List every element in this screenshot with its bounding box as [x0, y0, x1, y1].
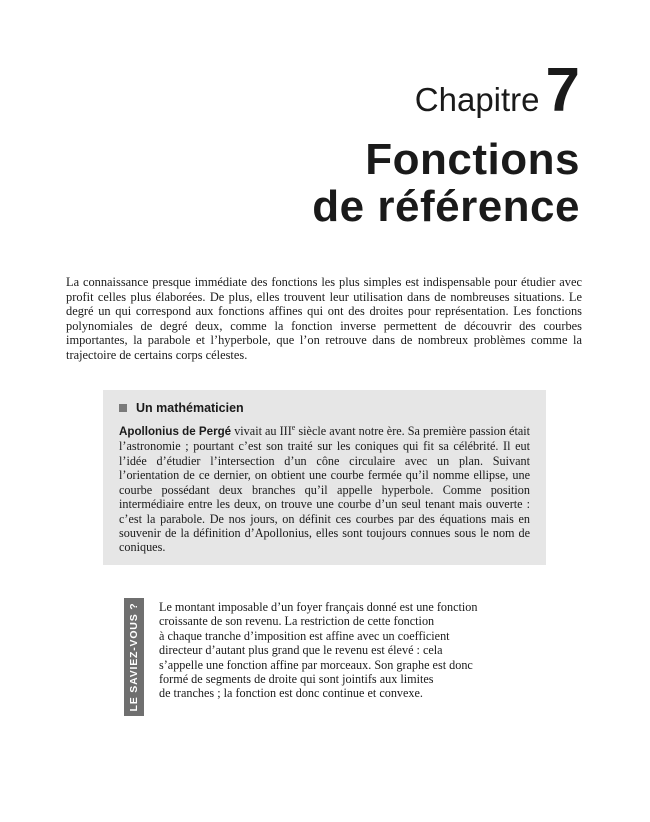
mathematician-name: Apollonius de Pergé [119, 425, 232, 439]
saviez-vous-label: LE SAVIEZ-VOUS ? [128, 602, 140, 712]
chapter-label-line [312, 56, 580, 125]
chapter-title-line2: de référence [312, 182, 580, 231]
intro-paragraph: La connaissance presque immédiate des fonctions les plus simples est indispensable pour étudier avec profit celles plus élaborées. De plus, elles trouvent leur utilisation dans de nombreuses situations. Le degré un qui correspond aux fonctions affines qui ont des droites pour représentation. Les fonctions polynomiales de degré deux, comme la fonction inverse permettent de découvrir des courbes importantes, la parabole et l’hyperbole, que l’on retrouve dans de nombreux problèmes comme la trajectoire de certains corps célestes. [66, 275, 582, 362]
century-superscript: e [291, 423, 296, 432]
saviez-vous-text [159, 600, 519, 701]
saviez-line: croissante de son revenu. La restriction de cette fonction [159, 614, 435, 629]
saviez-line: Le montant imposable d’un foyer français donné est une fonction [159, 600, 478, 614]
saviez-vous-tab [124, 598, 144, 716]
saviez-line: de tranches ; la fonction est donc continue et convexe. [159, 686, 423, 701]
box-text-part2: siècle avant notre ère. Sa première passion était l’astronomie ; pourtant c’est son traité sur les coniques qui fit sa célébrité. Il eut l’idée d’étudier l’intersection d’un cône circulaire avec un plan. Suivant l’orientation de ce dernier, on obtient une courbe fermée qu’il nomme ellipse, une courbe possédant deux branches qu’il appelle hyperbole. Comme position intermédiaire entre les deux, on trouve une courbe d’un seul tenant mais ouverte : c’est la parabole. De nos jours, on définit ces courbes par des équations mais en souvenir de la définition d’Apollonius, elles sont toujours connues sous le nom de coniques. [119, 424, 531, 555]
chapter-number: 7 [545, 56, 580, 125]
box-heading-text: Un mathématicien [136, 401, 244, 415]
saviez-line: s’appelle une fonction affine par morceaux. Son graphe est donc [159, 657, 473, 672]
box-text-part1: vivait au III [231, 424, 292, 439]
mathematician-box [103, 390, 546, 565]
saviez-line: directeur d’autant plus grand que le revenu est élevé : cela [159, 643, 443, 658]
saviez-line: formé de segments de droite qui sont jointifs aux limites [159, 672, 434, 687]
chapter-header [312, 56, 580, 231]
saviez-line: à chaque tranche d’imposition est affine avec un coefficient [159, 628, 450, 643]
chapter-title-line1: Fonctions [365, 135, 580, 184]
box-paragraph [119, 421, 530, 555]
chapter-label: Chapitre [414, 81, 540, 118]
box-heading [119, 401, 530, 415]
chapter-title [312, 136, 580, 230]
square-bullet-icon [119, 404, 127, 412]
